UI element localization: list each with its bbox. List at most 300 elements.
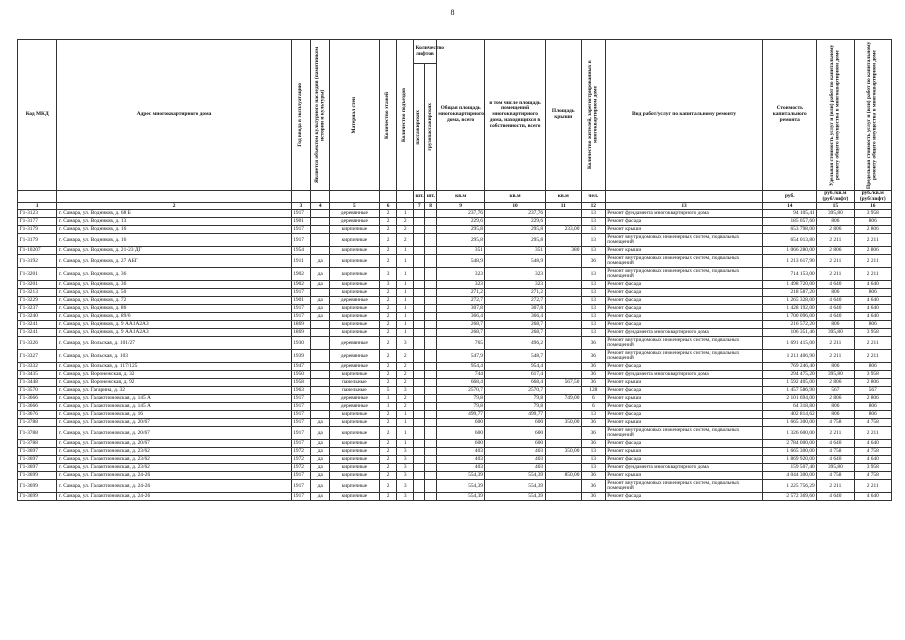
- cell-entrances: 1: [397, 305, 414, 313]
- cell-cost: 1 691 415,00: [763, 337, 817, 350]
- cell-pass: [413, 350, 424, 363]
- cell-entrances: 1: [397, 440, 414, 448]
- cell-pass: [413, 440, 424, 448]
- header-max-cost: Предельная стоимость услуг и (или) работ по капитальному ремонту общего имущества в многоквартирном доме: [866, 41, 878, 189]
- cell-pass: [413, 297, 424, 305]
- cell-entrances: 2: [397, 218, 414, 226]
- cell-owned: 323: [485, 281, 545, 289]
- cell-heritage: [311, 289, 330, 297]
- cell-address: г. Самара, ул. Водников, д. 36: [57, 281, 291, 289]
- cell-year: 1917: [291, 210, 311, 218]
- cell-year: 1869: [291, 321, 311, 329]
- unit-cell: руб./кв.м (руб/лифт): [854, 191, 891, 203]
- cell-floors: 2: [379, 305, 397, 313]
- cell-owned: 295,8: [485, 226, 545, 234]
- cell-heritage: да: [311, 440, 330, 448]
- cell-owned: 499,77: [485, 411, 545, 419]
- cell-floors: 2: [379, 427, 397, 440]
- cell-heritage: [311, 226, 330, 234]
- cell-heritage: да: [311, 313, 330, 321]
- cell-material: кирпичные: [330, 268, 380, 281]
- cell-max: 2 806: [854, 395, 891, 403]
- cell-residents: 6: [581, 403, 605, 411]
- cell-floors: 2: [379, 289, 397, 297]
- cell-floors: 2: [379, 226, 397, 234]
- column-number: 14: [763, 203, 817, 210]
- cell-heritage: [311, 403, 330, 411]
- cell-material: кирпичные: [330, 371, 380, 379]
- cell-max: 567: [854, 387, 891, 395]
- cell-floors: 2: [379, 337, 397, 350]
- column-numbers-row: [18, 203, 892, 210]
- cell-floors: 2: [379, 329, 397, 337]
- cell-code: Г1-3788: [18, 440, 57, 448]
- cell-entrances: 3: [397, 387, 414, 395]
- cell-code: Г1-3699: [18, 493, 57, 501]
- cell-owned: 79,8: [485, 395, 545, 403]
- cell-cost: 1 665 300,00: [763, 419, 817, 427]
- cell-unit: 806: [817, 403, 854, 411]
- cell-heritage: [311, 337, 330, 350]
- cell-material: кирпичные: [330, 427, 380, 440]
- cell-cost: 1 225 756,29: [763, 480, 817, 493]
- cell-material: кирпичные: [330, 321, 380, 329]
- cell-residents: 13: [581, 329, 605, 337]
- header-work-type: Вид работ/услуг по капитальному ремонту: [605, 40, 763, 191]
- cell-work: Ремонт фасада: [605, 411, 763, 419]
- cell-floors: 2: [379, 440, 397, 448]
- cell-roof: [545, 493, 581, 501]
- cell-cargo: [425, 297, 436, 305]
- cell-entrances: 2: [397, 403, 414, 411]
- table-row: [18, 395, 892, 403]
- cell-entrances: 3: [397, 493, 414, 501]
- cell-address: г. Самара, ул. Галактионовская, д. 145 А: [57, 403, 291, 411]
- column-number: 2: [57, 203, 291, 210]
- cell-material: кирпичные: [330, 247, 380, 255]
- cell-total: 351: [436, 247, 485, 255]
- cell-residents: 36: [581, 472, 605, 480]
- cell-floors: 2: [379, 247, 397, 255]
- cell-max: 4 758: [854, 472, 891, 480]
- cell-year: 1917: [291, 226, 311, 234]
- cell-cargo: [425, 456, 436, 464]
- cell-work: Ремонт фасада: [605, 305, 763, 313]
- cell-max: 2 806: [854, 379, 891, 387]
- cell-heritage: [311, 371, 330, 379]
- cell-owned: 79,8: [485, 403, 545, 411]
- unit-cell: [57, 191, 291, 203]
- cell-owned: 268,7: [485, 329, 545, 337]
- cell-unit: 4 758: [817, 448, 854, 456]
- table-row: [18, 427, 892, 440]
- cell-roof: [545, 371, 581, 379]
- cell-code: Г1-3123: [18, 210, 57, 218]
- cell-pass: [413, 210, 424, 218]
- cell-total: 600: [436, 440, 485, 448]
- table-row: [18, 411, 892, 419]
- header-address: Адрес многоквартирного дома: [57, 40, 291, 191]
- cell-floors: 2: [379, 350, 397, 363]
- cell-year: 1972: [291, 464, 311, 472]
- cell-total: 403: [436, 456, 485, 464]
- table-row: [18, 448, 892, 456]
- cell-entrances: 1: [397, 247, 414, 255]
- cell-entrances: 2: [397, 234, 414, 247]
- cell-code: Г1-3788: [18, 427, 57, 440]
- cell-cargo: [425, 305, 436, 313]
- cell-year: 1972: [291, 456, 311, 464]
- cell-floors: 2: [379, 234, 397, 247]
- cell-entrances: 2: [397, 350, 414, 363]
- cell-cost: 1 428 192,00: [763, 305, 817, 313]
- cell-max: 4 758: [854, 448, 891, 456]
- cell-address: г. Самара, ул. Водников, д. 13: [57, 218, 291, 226]
- cell-cost: 1 869 920,00: [763, 456, 817, 464]
- cell-pass: [413, 480, 424, 493]
- cell-owned: 229,6: [485, 218, 545, 226]
- cell-year: 1901: [291, 297, 311, 305]
- cell-total: 295,8: [436, 234, 485, 247]
- cell-owned: 323: [485, 268, 545, 281]
- cell-pass: [413, 419, 424, 427]
- cell-cargo: [425, 210, 436, 218]
- cell-work: Ремонт внутридомовых инженерных систем, подвальных помещений: [605, 255, 763, 268]
- cell-pass: [413, 472, 424, 480]
- cell-material: кирпичные: [330, 281, 380, 289]
- cell-floors: 1: [379, 395, 397, 403]
- cell-code: Г1-3229: [18, 297, 57, 305]
- cell-floors: 3: [379, 268, 397, 281]
- column-number: 1: [18, 203, 57, 210]
- cell-cargo: [425, 247, 436, 255]
- cell-entrances: 1: [397, 419, 414, 427]
- unit-cell: [330, 191, 380, 203]
- cell-residents: 13: [581, 321, 605, 329]
- cell-heritage: [311, 363, 330, 371]
- cell-year: 1939: [291, 350, 311, 363]
- table-row: [18, 329, 892, 337]
- table-row: [18, 247, 892, 255]
- cell-max: 2 806: [854, 247, 891, 255]
- cell-code: Г1-3179: [18, 226, 57, 234]
- cell-residents: 13: [581, 289, 605, 297]
- cell-roof: [545, 480, 581, 493]
- cell-pass: [413, 493, 424, 501]
- cell-cargo: [425, 363, 436, 371]
- cell-heritage: да: [311, 456, 330, 464]
- cell-pass: [413, 268, 424, 281]
- cell-material: деревянные: [330, 350, 380, 363]
- cell-cost: 402 814,62: [763, 411, 817, 419]
- cell-year: 1963: [291, 387, 311, 395]
- cell-heritage: [311, 234, 330, 247]
- column-number: 12: [581, 203, 605, 210]
- cell-material: кирпичные: [330, 313, 380, 321]
- cell-work: Ремонт фасада: [605, 218, 763, 226]
- cell-residents: 13: [581, 464, 605, 472]
- cell-pass: [413, 363, 424, 371]
- cell-total: 600: [436, 419, 485, 427]
- cell-unit: 567: [817, 387, 854, 395]
- cell-pass: [413, 247, 424, 255]
- cell-total: 600: [436, 427, 485, 440]
- cell-pass: [413, 321, 424, 329]
- cell-address: г. Самара, ул. Водников, д. 21-23 ДГ: [57, 247, 291, 255]
- cell-cost: 218 587,20: [763, 289, 817, 297]
- cell-address: г. Самара, ул. Воронежская, д. 92: [57, 379, 291, 387]
- cell-unit: 2 806: [817, 395, 854, 403]
- cell-unit: 4 640: [817, 456, 854, 464]
- column-number: 3: [291, 203, 311, 210]
- cell-code: Г1-10207: [18, 247, 57, 255]
- cell-floors: 2: [379, 480, 397, 493]
- cell-unit: 2 211: [817, 480, 854, 493]
- cell-pass: [413, 329, 424, 337]
- cell-max: 2 211: [854, 480, 891, 493]
- cell-material: кирпичные: [330, 440, 380, 448]
- cell-floors: 5: [379, 387, 397, 395]
- cell-roof: [545, 456, 581, 464]
- cell-cost: 1 700 096,00: [763, 313, 817, 321]
- cell-cost: 1 265 328,00: [763, 297, 817, 305]
- cell-work: Ремонт фасада: [605, 403, 763, 411]
- cell-year: 1947: [291, 363, 311, 371]
- cell-pass: [413, 337, 424, 350]
- cell-owned: 403: [485, 448, 545, 456]
- cell-owned: 237,76: [485, 210, 545, 218]
- cell-roof: 749,00: [545, 395, 581, 403]
- cell-unit: 2 211: [817, 337, 854, 350]
- cell-work: Ремонт фасада: [605, 313, 763, 321]
- cell-code: Г1-3435: [18, 371, 57, 379]
- cell-pass: [413, 387, 424, 395]
- cell-max: 806: [854, 411, 891, 419]
- table-row: [18, 210, 892, 218]
- unit-cell: руб.: [763, 191, 817, 203]
- cell-residents: 36: [581, 363, 605, 371]
- cell-year: 1902: [291, 268, 311, 281]
- cell-max: 2 211: [854, 255, 891, 268]
- table-row: [18, 281, 892, 289]
- column-number: 11: [545, 203, 581, 210]
- cell-max: 3 958: [854, 464, 891, 472]
- unit-cell: шт.: [425, 191, 436, 203]
- cell-work: Ремонт фундамента многоквартирного дома: [605, 210, 763, 218]
- cell-owned: 554,39: [485, 480, 545, 493]
- cell-owned: 295,8: [485, 234, 545, 247]
- cell-residents: 36: [581, 337, 605, 350]
- cell-work: Ремонт фасада: [605, 297, 763, 305]
- cell-entrances: 1: [397, 321, 414, 329]
- cell-heritage: да: [311, 493, 330, 501]
- cell-code: Г1-3666: [18, 403, 57, 411]
- cell-residents: 13: [581, 226, 605, 234]
- cell-owned: 554,39: [485, 472, 545, 480]
- cell-total: 547,9: [436, 350, 485, 363]
- cell-pass: [413, 456, 424, 464]
- cell-pass: [413, 313, 424, 321]
- cell-max: 4 640: [854, 493, 891, 501]
- cell-code: Г1-3570: [18, 387, 57, 395]
- repair-register-table: [17, 39, 892, 501]
- cell-year: 1869: [291, 329, 311, 337]
- cell-work: Ремонт фасада: [605, 387, 763, 395]
- cell-owned: 272,7: [485, 297, 545, 305]
- cell-pass: [413, 305, 424, 313]
- cell-floors: 2: [379, 464, 397, 472]
- cell-entrances: 1: [397, 329, 414, 337]
- cell-cargo: [425, 440, 436, 448]
- cell-unit: 2 211: [817, 268, 854, 281]
- cell-max: 2 211: [854, 350, 891, 363]
- cell-floors: 2: [379, 255, 397, 268]
- cell-owned: 307,8: [485, 305, 545, 313]
- column-number: 8: [425, 203, 436, 210]
- cell-floors: 2: [379, 210, 397, 218]
- cell-code: Г1-3192: [18, 255, 57, 268]
- cell-address: г. Самара, ул. Галактионовская, д. 24-26: [57, 472, 291, 480]
- cell-address: г. Самара, ул. Водников, д. 50: [57, 289, 291, 297]
- table-row: [18, 297, 892, 305]
- cell-cost: 185 057,60: [763, 218, 817, 226]
- cell-owned: 600: [485, 419, 545, 427]
- cell-year: 1901: [291, 218, 311, 226]
- cell-heritage: да: [311, 464, 330, 472]
- cell-roof: [545, 281, 581, 289]
- cell-floors: 2: [379, 419, 397, 427]
- cell-code: Г1-3201: [18, 281, 57, 289]
- cell-unit: 395,80: [817, 464, 854, 472]
- cell-work: Ремонт фасада: [605, 321, 763, 329]
- cell-residents: 6: [581, 395, 605, 403]
- cell-unit: 2 211: [817, 255, 854, 268]
- unit-cell: кв.м: [545, 191, 581, 203]
- cell-floors: 2: [379, 371, 397, 379]
- cell-address: г. Самара, ул. Вольская, д. 103: [57, 350, 291, 363]
- cell-code: Г1-3666: [18, 395, 57, 403]
- cell-code: Г1-3177: [18, 218, 57, 226]
- cell-roof: [545, 387, 581, 395]
- cell-work: Ремонт крыши: [605, 395, 763, 403]
- cell-entrances: 2: [397, 379, 414, 387]
- cell-roof: [545, 210, 581, 218]
- cell-pass: [413, 371, 424, 379]
- cell-address: г. Самара, ул. Галактионовская, д. 145 А: [57, 395, 291, 403]
- cell-cost: 94 105,41: [763, 210, 817, 218]
- cell-floors: 2: [379, 313, 397, 321]
- cell-entrances: 3: [397, 472, 414, 480]
- cell-pass: [413, 403, 424, 411]
- cell-owned: 600: [485, 427, 545, 440]
- table-row: [18, 255, 892, 268]
- table-row: [18, 226, 892, 234]
- cell-address: г. Самара, ул. Вольская, д. 117/125: [57, 363, 291, 371]
- table-row: [18, 403, 892, 411]
- cell-roof: [545, 268, 581, 281]
- cell-work: Ремонт фасада: [605, 281, 763, 289]
- cell-total: 237,76: [436, 210, 485, 218]
- cell-heritage: [311, 210, 330, 218]
- cell-work: Ремонт фасада: [605, 456, 763, 464]
- cell-roof: [545, 411, 581, 419]
- cell-cargo: [425, 337, 436, 350]
- cell-heritage: да: [311, 305, 330, 313]
- cell-residents: 13: [581, 456, 605, 464]
- cell-residents: 36: [581, 379, 605, 387]
- cell-entrances: 3: [397, 337, 414, 350]
- cell-heritage: [311, 218, 330, 226]
- cell-unit: 4 640: [817, 440, 854, 448]
- cell-floors: 2: [379, 456, 397, 464]
- cell-work: Ремонт внутридомовых инженерных систем, подвальных помещений: [605, 480, 763, 493]
- cell-work: Ремонт крыши: [605, 226, 763, 234]
- cell-roof: [545, 403, 581, 411]
- cell-unit: 4 640: [817, 493, 854, 501]
- cell-roof: 233,00: [545, 226, 581, 234]
- cell-material: кирпичные: [330, 464, 380, 472]
- cell-year: 1917: [291, 305, 311, 313]
- cell-cargo: [425, 289, 436, 297]
- cell-cost: 654 013,80: [763, 234, 817, 247]
- column-number: 10: [485, 203, 545, 210]
- cell-work: Ремонт фундамента многоквартирного дома: [605, 371, 763, 379]
- cell-material: кирпичные: [330, 289, 380, 297]
- cell-owned: 366,4: [485, 313, 545, 321]
- cell-pass: [413, 464, 424, 472]
- cell-total: 229,6: [436, 218, 485, 226]
- cell-roof: [545, 234, 581, 247]
- cell-roof: [545, 313, 581, 321]
- cell-code: Г1-3241: [18, 329, 57, 337]
- unit-cell: [397, 191, 414, 203]
- cell-entrances: 1: [397, 281, 414, 289]
- cell-cargo: [425, 472, 436, 480]
- cell-address: г. Самара, ул. Водников, д. 27 АБГ: [57, 255, 291, 268]
- cell-unit: 4 640: [817, 313, 854, 321]
- cell-cargo: [425, 371, 436, 379]
- cell-unit: 395,80: [817, 329, 854, 337]
- cell-unit: 4 758: [817, 472, 854, 480]
- unit-cell: [291, 191, 311, 203]
- cell-roof: 567,50: [545, 379, 581, 387]
- cell-roof: 350,00: [545, 419, 581, 427]
- cell-heritage: да: [311, 419, 330, 427]
- table-row: [18, 379, 892, 387]
- cell-cargo: [425, 350, 436, 363]
- cell-entrances: 1: [397, 427, 414, 440]
- cell-material: деревянные: [330, 297, 380, 305]
- cell-year: 1911: [291, 255, 311, 268]
- cell-cargo: [425, 427, 436, 440]
- cell-entrances: 2: [397, 371, 414, 379]
- cell-cost: 1 592 405,00: [763, 379, 817, 387]
- header-year: Год ввода в эксплуатацию: [297, 83, 304, 147]
- header-cost: Стоимость капитального ремонта: [763, 40, 817, 191]
- column-number: 9: [436, 203, 485, 210]
- cell-total: 2570,7: [436, 387, 485, 395]
- unit-cell: [311, 191, 330, 203]
- cell-total: 765: [436, 337, 485, 350]
- cell-unit: 395,80: [817, 210, 854, 218]
- cell-work: Ремонт внутридомовых инженерных систем, подвальных помещений: [605, 234, 763, 247]
- header-material: Материал стен: [350, 96, 357, 134]
- cell-cargo: [425, 218, 436, 226]
- cell-year: 1902: [291, 281, 311, 289]
- cell-floors: 2: [379, 411, 397, 419]
- table-row: [18, 337, 892, 350]
- cell-code: Г1-3179: [18, 234, 57, 247]
